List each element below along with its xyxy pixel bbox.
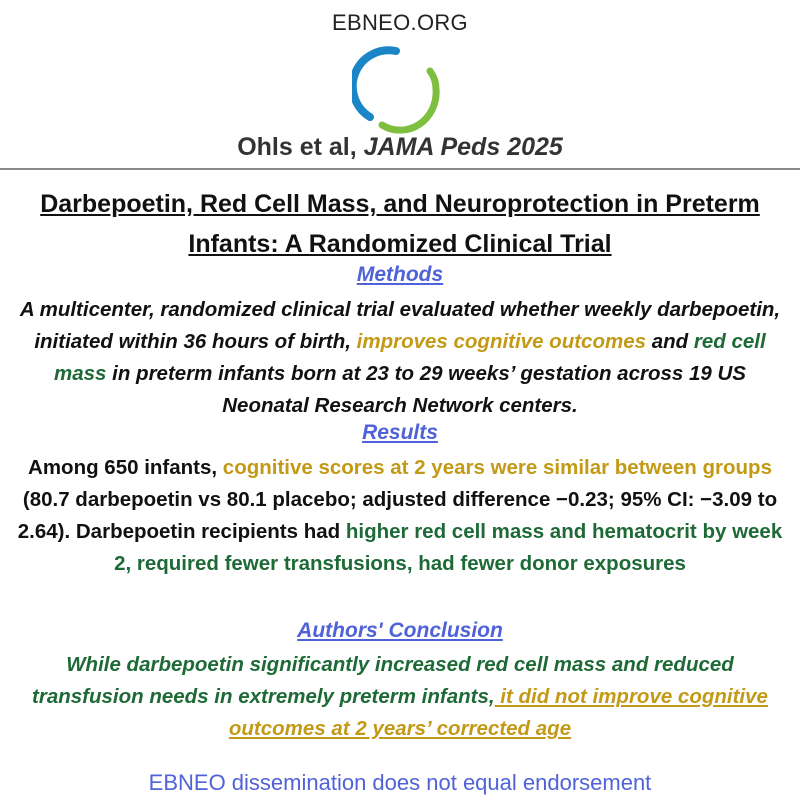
citation (0, 133, 800, 162)
ebneo-logo-icon (352, 45, 448, 135)
logo-blue-arc (353, 50, 396, 117)
methods-text-5: in preterm infants born at 23 to 29 weeks’ gestation across 19 US Neonatal Research Network centers. (106, 362, 746, 417)
results-highlight-cognitive: cognitive scores at 2 years were similar between groups (222, 456, 772, 479)
methods-heading[interactable]: Methods (356, 263, 444, 286)
disclaimer-footer: EBNEO dissemination does not equal endorsement (148, 770, 652, 795)
methods-text (10, 294, 790, 422)
citation-authors: Ohls et al, (237, 133, 364, 161)
results-highlight-red-cell: higher red cell mass and hematocrit by week 2, required fewer transfusions, had fewer donor exposures (114, 520, 783, 575)
methods-highlight-cognitive: improves cognitive outcomes (356, 330, 647, 353)
header-divider (0, 168, 800, 170)
results-heading[interactable]: Results (362, 421, 438, 444)
conclusion-highlight: it did not improve cognitive outcomes at 2 years’ corrected age (228, 685, 768, 740)
methods-highlight-red-cell: red cell mass (54, 330, 766, 385)
logo-green-arc (382, 71, 436, 130)
citation-journal: JAMA Peds 2025 (363, 133, 563, 161)
conclusion-text (10, 649, 790, 745)
results-text-3: (80.7 darbepoetin vs 80.1 placebo; adjusted difference −0.23; 95% CI: −3.09 to 2.64). Darbepoetin recipients had (17, 488, 778, 543)
methods-text-3: and (646, 330, 694, 353)
methods-text-1: A multicenter, randomized clinical trial evaluated whether weekly darbepoetin, initiated within 36 hours of birth, (19, 298, 781, 353)
results-text (10, 452, 790, 580)
site-name: EBNEO.ORG (332, 10, 468, 35)
conclusion-text-1: While darbepoetin significantly increased red cell mass and reduced transfusion needs in extremely preterm infants, (32, 653, 734, 708)
study-title: Darbepoetin, Red Cell Mass, and Neuroprotection in Preterm Infants: A Randomized Clinical Trial (40, 190, 760, 258)
conclusion-heading[interactable]: Authors' Conclusion (297, 619, 503, 642)
results-text-1: Among 650 infants, (28, 456, 223, 479)
